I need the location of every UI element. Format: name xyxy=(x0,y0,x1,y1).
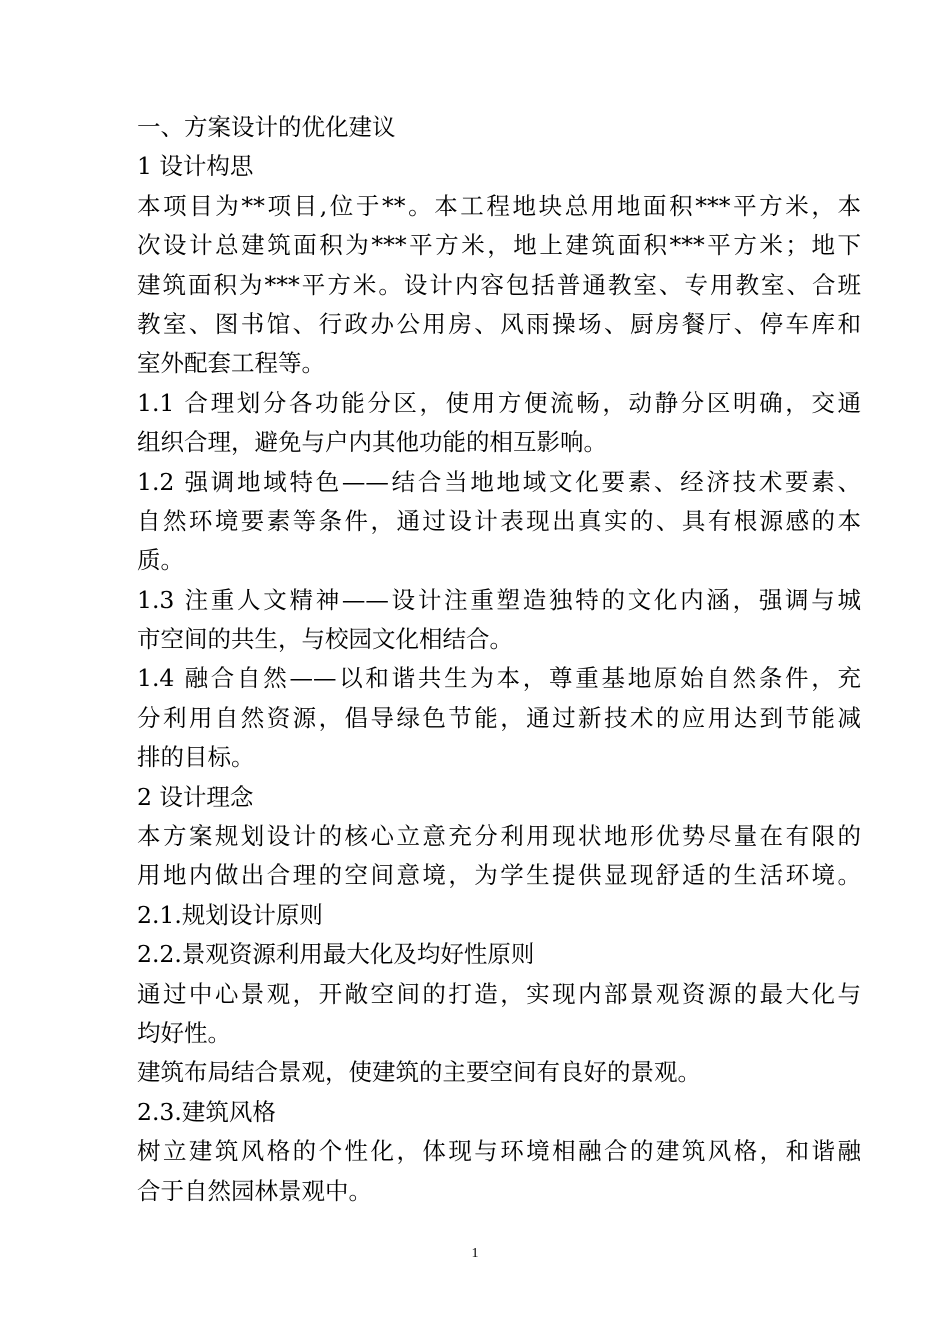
text-line: 分利用自然资源，倡导绿色节能，通过新技术的应用达到节能减 xyxy=(137,703,861,732)
text-line: 树立建筑风格的个性化，体现与环境相融合的建筑风格，和谐融 xyxy=(137,1137,861,1166)
text-line: 合于自然园林景观中。 xyxy=(137,1176,372,1205)
text-line: 质。 xyxy=(137,546,184,575)
text-line: 建筑面积为***平方米。设计内容包括普通教室、专用教室、合班 xyxy=(137,270,861,299)
text-line: 室外配套工程等。 xyxy=(137,349,325,378)
text-line: 2 设计理念 xyxy=(137,782,254,811)
text-line: 一、方案设计的优化建议 xyxy=(137,113,396,141)
text-line: 均好性。 xyxy=(137,1018,231,1047)
text-line: 次设计总建筑面积为***平方米，地上建筑面积***平方米；地下 xyxy=(137,231,861,260)
text-line: 2.2.景观资源利用最大化及均好性原则 xyxy=(137,940,535,969)
text-line: 1.2 强调地域特色——结合当地地域文化要素、经济技术要素、 xyxy=(137,467,861,496)
text-line: 本项目为**项目,位于**。本工程地块总用地面积***平方米，本 xyxy=(137,191,861,220)
text-line: 用地内做出合理的空间意境，为学生提供显现舒适的生活环境。 xyxy=(137,861,861,890)
text-line: 1.3 注重人文精神——设计注重塑造独特的文化内涵，强调与城 xyxy=(137,585,861,614)
text-line: 市空间的共生，与校园文化相结合。 xyxy=(137,625,513,654)
text-line: 自然环境要素等条件，通过设计表现出真实的、具有根源感的本 xyxy=(137,506,861,535)
text-line: 排的目标。 xyxy=(137,743,255,772)
text-line: 通过中心景观，开敞空间的打造，实现内部景观资源的最大化与 xyxy=(137,979,861,1008)
text-line: 本方案规划设计的核心立意充分利用现状地形优势尽量在有限的 xyxy=(137,822,861,851)
text-line: 1.1 合理划分各功能分区，使用方便流畅，动静分区明确，交通 xyxy=(137,388,861,417)
text-line: 教室、图书馆、行政办公用房、风雨操场、厨房餐厅、停车库和 xyxy=(137,309,861,338)
document-body xyxy=(137,108,861,1211)
text-line: 建筑布局结合景观，使建筑的主要空间有良好的景观。 xyxy=(137,1058,701,1087)
text-line: 1 设计构思 xyxy=(137,152,254,181)
text-line: 2.1.规划设计原则 xyxy=(137,900,323,929)
text-line: 2.3.建筑风格 xyxy=(137,1097,276,1126)
text-line: 1.4 融合自然——以和谐共生为本，尊重基地原始自然条件，充 xyxy=(137,664,861,693)
text-line: 组织合理，避免与户内其他功能的相互影响。 xyxy=(137,428,607,457)
page-number: 1 xyxy=(471,1246,479,1261)
